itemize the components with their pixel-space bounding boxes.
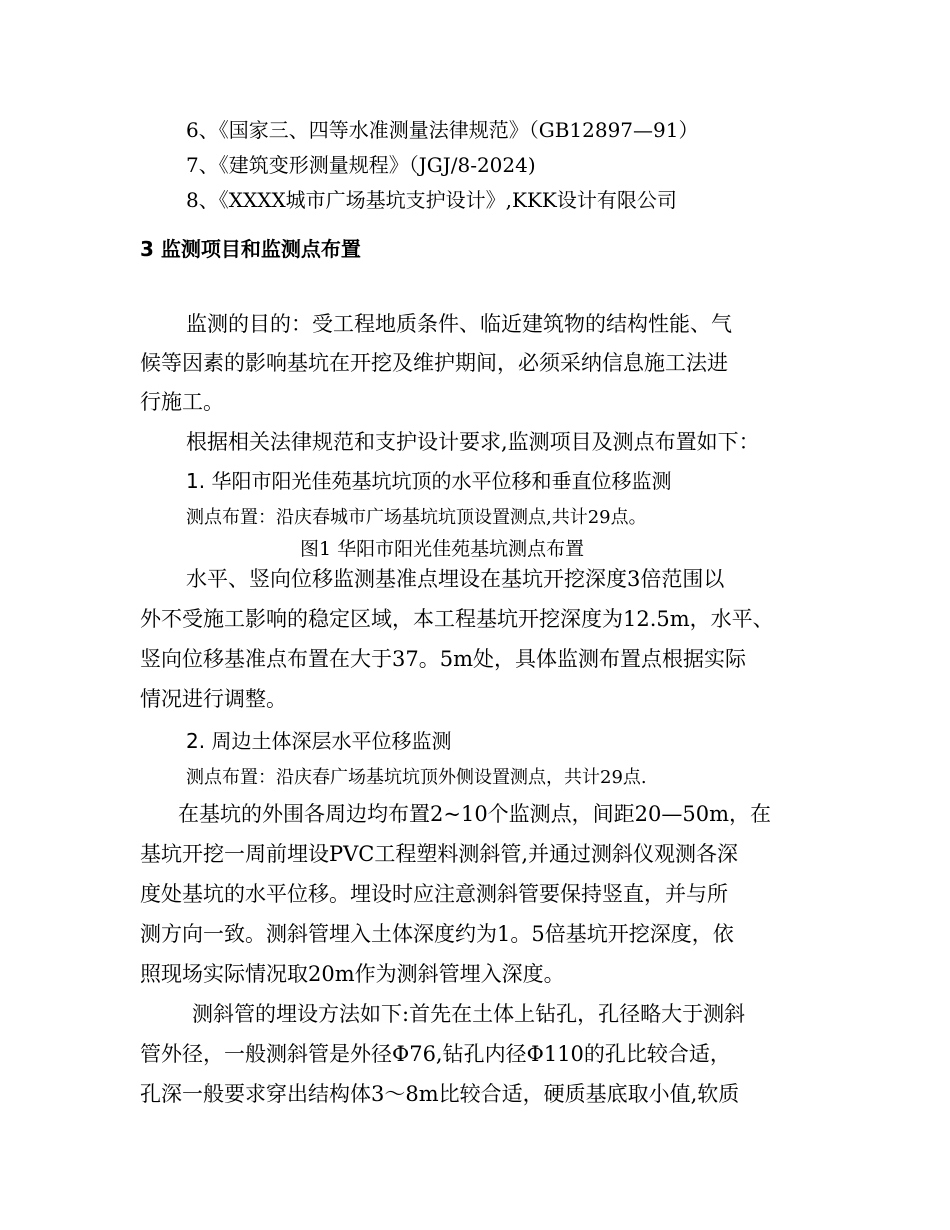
figure-caption: 图1 华阳市阳光佳苑基坑测点布置 [300, 538, 585, 560]
item2-title: 2. 周边土体深层水平位移监测 [186, 729, 452, 753]
intro-paragraph: 根据相关法律规范和支护设计要求,监测项目及测点布置如下： [186, 430, 760, 454]
item2-body-line: 测方向一致。测斜管埋入土体深度约为1。5倍基坑开挖深度，依 [140, 922, 734, 946]
purpose-paragraph-line: 候等因素的影响基坑在开挖及维护期间，必须采纳信息施工法进 [140, 351, 728, 375]
item2-body-line: 在基坑的外围各周边均布置2~10个监测点，间距20—50m，在 [178, 802, 772, 826]
item2-body-line: 度处基坑的水平位移。埋设时应注意测斜管要保持竖直，并与所 [140, 882, 728, 906]
method-paragraph-line: 管外径，一般测斜管是外径Φ76,钻孔内径Φ110的孔比较合适， [140, 1042, 731, 1066]
purpose-paragraph-line: 监测的目的：受工程地质条件、临近建筑物的结构性能、气 [186, 312, 732, 336]
reference-item: 7、《建筑变形测量规程》（JGJ/8-2024) [186, 153, 536, 177]
item2-body-line: 基坑开挖一周前埋设PVC工程塑料测斜管,并通过测斜仪观测各深 [140, 842, 739, 866]
item1-body-line: 外不受施工影响的稳定区域，本工程基坑开挖深度为12.5m，水平、 [140, 607, 774, 631]
item1-points: 测点布置：沿庆春城市广场基坑坑顶设置测点,共计29点。 [186, 507, 647, 528]
item2-body-line: 照现场实际情况取20m作为测斜管埋入深度。 [140, 962, 565, 986]
reference-item: 6、《国家三、四等水准测量法律规范》（GB12897—91） [186, 118, 699, 142]
section-heading: 3 监测项目和监测点布置 [140, 237, 361, 261]
item2-points: 测点布置：沿庆春广场基坑坑顶外侧设置测点，共计29点. [186, 767, 647, 788]
item1-title: 1. 华阳市阳光佳苑基坑坑顶的水平位移和垂直位移监测 [186, 469, 672, 493]
item1-body-line: 水平、竖向位移监测基准点埋设在基坑开挖深度3倍范围以 [186, 567, 725, 591]
method-paragraph-line: 孔深一般要求穿出结构体3～8m比较合适，硬质基底取小值,软质 [140, 1082, 740, 1106]
reference-item: 8、《XXXX城市广场基坑支护设计》,KKK设计有限公司 [186, 188, 677, 212]
item1-body-line: 情况进行调整。 [140, 687, 287, 711]
item1-body-line: 竖向位移基准点布置在大于37。5m处，具体监测布置点根据实际 [140, 647, 746, 671]
method-paragraph-line: 测斜管的埋设方法如下:首先在土体上钻孔，孔径略大于测斜 [192, 1002, 746, 1026]
purpose-paragraph-line: 行施工。 [140, 390, 224, 414]
